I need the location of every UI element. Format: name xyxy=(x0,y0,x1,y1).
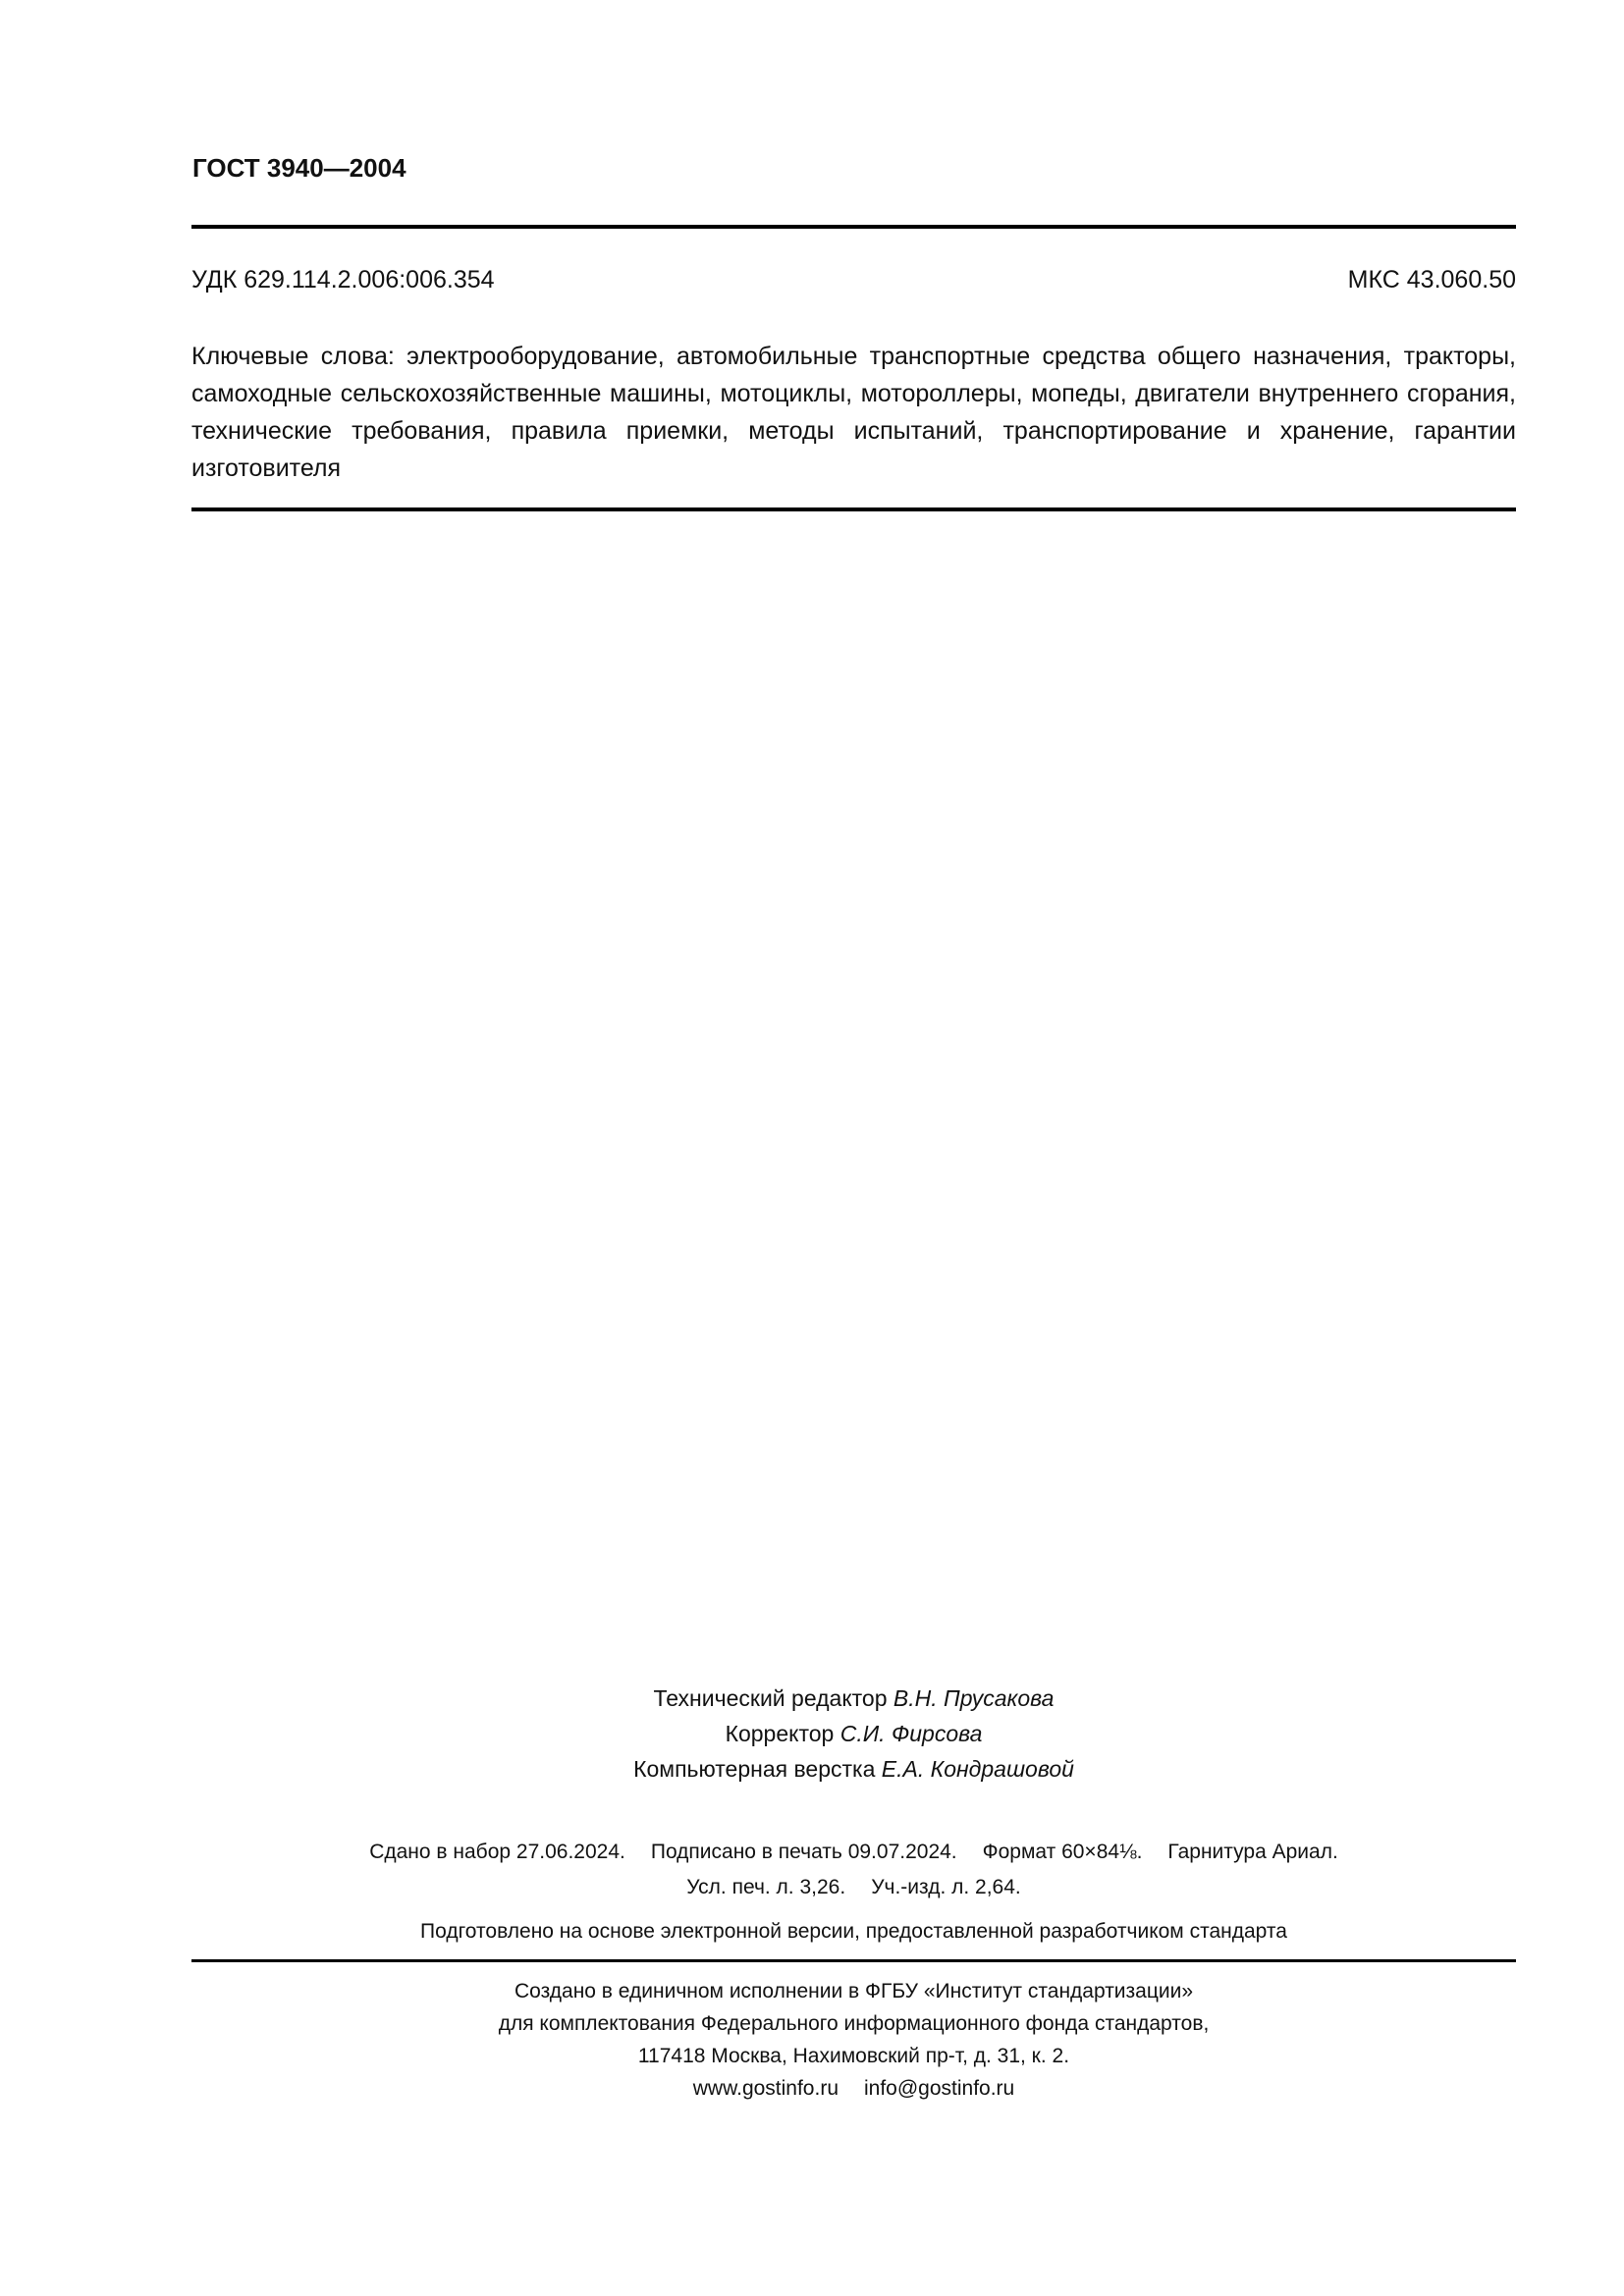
divider-footer xyxy=(191,1959,1516,1962)
publisher-contacts xyxy=(191,2072,1516,2105)
divider-top xyxy=(191,225,1516,229)
publisher-email: info@gostinfo.ru xyxy=(864,2077,1015,2100)
credit-role: Технический редактор xyxy=(653,1685,888,1711)
credit-role: Компьютерная верстка xyxy=(633,1756,876,1782)
classification-row xyxy=(191,266,1516,294)
credit-line xyxy=(191,1751,1516,1787)
doc-number: ГОСТ 3940—2004 xyxy=(192,153,406,183)
keywords-paragraph: Ключевые слова: электрооборудование, автомобильные транспортные средства общего назначения, тракторы, самоходные сельскохозяйственные машины, мотоциклы, мотороллеры, мопеды, двигатели внутреннего сгорания, технические требования, правила приемки, методы испытаний, транспортирование и хранение, гарантии изготовителя xyxy=(191,343,1516,482)
imprint-printed-sheets: Усл. печ. л. 3,26. xyxy=(686,1876,846,1898)
publisher-line-1: Создано в единичном исполнении в ФГБУ «Институт стандартизации» xyxy=(514,1980,1194,2002)
imprint-print-date: Подписано в печать 09.07.2024. xyxy=(650,1841,957,1863)
imprint-typeset-date: Сдано в набор 27.06.2024. xyxy=(369,1841,625,1863)
publisher-address: 117418 Москва, Нахимовский пр-т, д. 31, к. 2. xyxy=(637,2045,1070,2067)
credit-name: С.И. Фирсова xyxy=(839,1721,983,1746)
credit-name: Е.А. Кондрашовой xyxy=(881,1756,1074,1782)
publisher-line-2: для комплектования Федерального информационного фонда стандартов, xyxy=(498,2012,1210,2035)
credit-name: В.Н. Прусакова xyxy=(893,1685,1055,1711)
imprint-typeface: Гарнитура Ариал. xyxy=(1167,1841,1338,1863)
udk-code: УДК 629.114.2.006:006.354 xyxy=(191,266,495,294)
imprint-line-1 xyxy=(191,1838,1516,1867)
imprint-publisher-sheets: Уч.-изд. л. 2,64. xyxy=(871,1876,1021,1898)
credit-line xyxy=(191,1716,1516,1751)
imprint-format: Формат 60×84⅛. xyxy=(982,1841,1143,1863)
imprint-line-2 xyxy=(191,1873,1516,1902)
publisher-website: www.gostinfo.ru xyxy=(692,2077,839,2100)
divider-keywords xyxy=(191,507,1516,511)
credit-role: Корректор xyxy=(725,1721,835,1746)
credit-line xyxy=(191,1681,1516,1716)
prepared-note: Подготовлено на основе электронной версии, предоставленной разработчиком стандарта xyxy=(420,1920,1287,1943)
credits-block xyxy=(191,1681,1516,1787)
publisher-block xyxy=(191,1975,1516,2105)
mks-code: МКС 43.060.50 xyxy=(1347,266,1516,294)
